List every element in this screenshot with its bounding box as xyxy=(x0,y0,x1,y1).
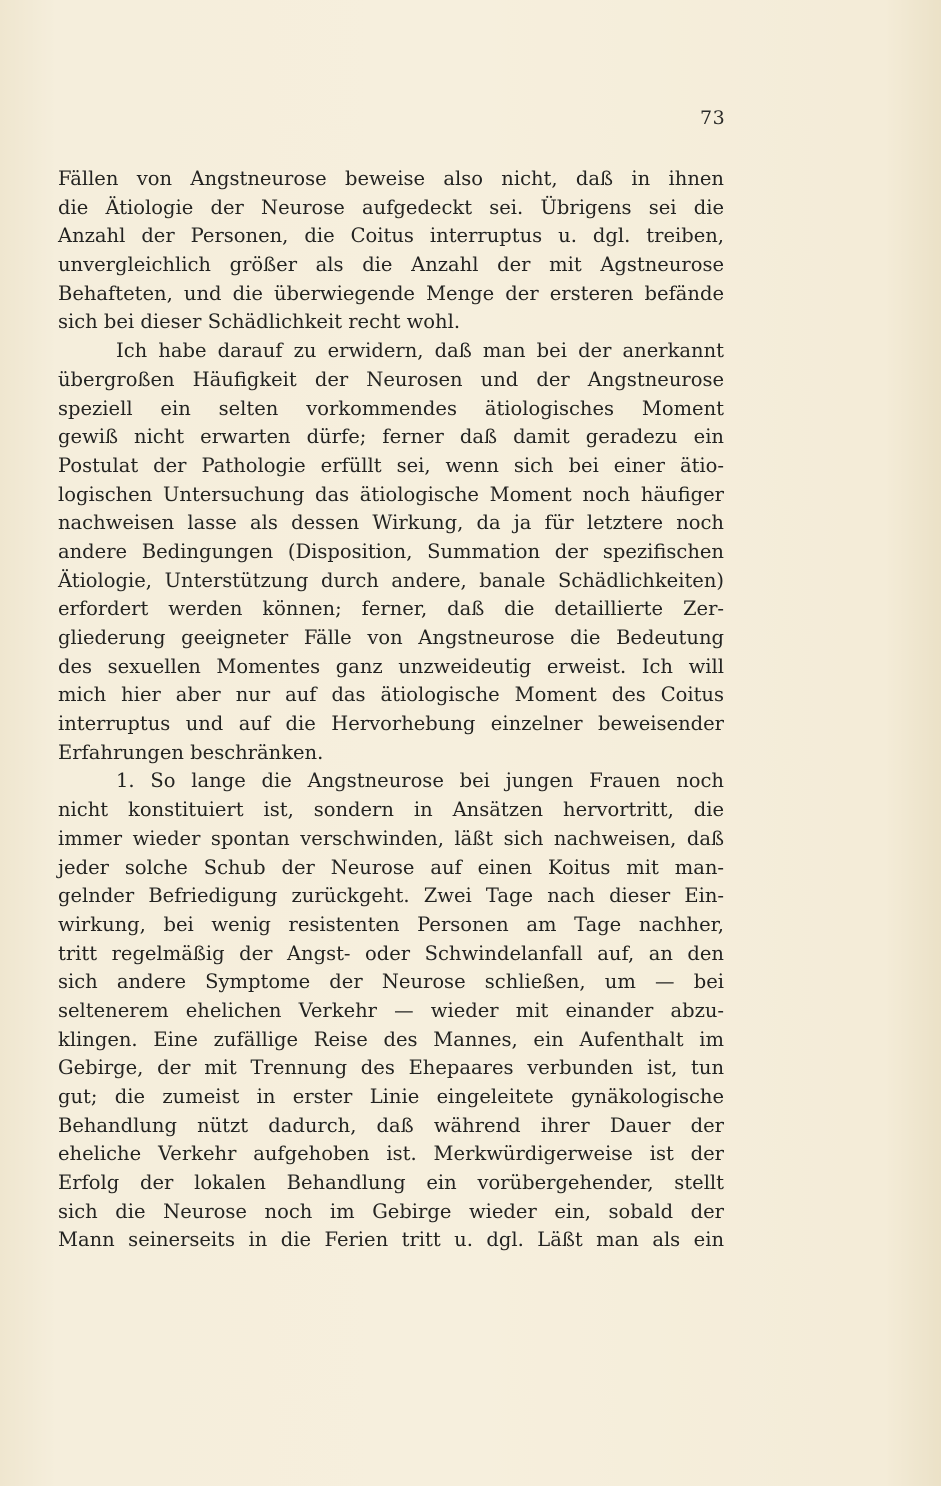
text-line: mich hier aber nur auf das ätiologische Moment des Coitus xyxy=(58,683,724,707)
text-line: des sexuellen Momentes ganz unzweideutig erweist. Ich will xyxy=(58,654,724,678)
text-line: nicht konstituiert ist, sondern in Ansätzen hervortritt, die xyxy=(58,798,724,822)
text-line: tritt regelmäßig der Angst- oder Schwindelanfall auf, an den xyxy=(58,941,724,965)
text-line: übergroßen Häufigkeit der Neurosen und der Angstneurose xyxy=(58,367,724,391)
text-line: nachweisen lasse als dessen Wirkung, da ja für letztere noch xyxy=(58,511,724,535)
text-line: gliederung geeigneter Fälle von Angstneurose die Bedeutung xyxy=(58,626,724,649)
text-line: Gebirge, der mit Trennung des Ehepaares verbunden ist, tun xyxy=(58,1056,724,1080)
text-line: interruptus und auf die Hervorhebung einzelner beweisender xyxy=(58,712,724,736)
text-line: jeder solche Schub der Neurose auf einen Koitus mit man- xyxy=(58,855,724,879)
text-line: Ich habe darauf zu erwidern, daß man bei der anerkannt xyxy=(116,339,724,363)
text-line: eheliche Verkehr aufgehoben ist. Merkwürdigerweise ist der xyxy=(58,1142,724,1166)
text-line: 1. So lange die Angstneurose bei jungen Frauen noch xyxy=(116,769,724,793)
text-line: Erfolg der lokalen Behandlung ein vorübergehender, stellt xyxy=(58,1171,724,1195)
text-line: gelnder Befriedigung zurückgeht. Zwei Tage nach dieser Ein- xyxy=(58,884,724,908)
text-line: Postulat der Pathologie erfüllt sei, wenn sich bei einer ätio- xyxy=(58,453,724,477)
text-line: Behandlung nützt dadurch, daß während ihrer Dauer der xyxy=(58,1113,724,1137)
text-line: andere Bedingungen (Disposition, Summation der spezifischen xyxy=(58,539,724,563)
text-line: sich die Neurose noch im Gebirge wieder ein, sobald der xyxy=(58,1199,724,1223)
body-text xyxy=(58,165,724,1255)
text-line: sich andere Symptome der Neurose schließen, um — bei xyxy=(58,970,724,994)
text-line: gewiß nicht erwarten dürfe; ferner daß damit geradezu ein xyxy=(58,425,724,449)
text-line: die Ätiologie der Neurose aufgedeckt sei. Übrigens sei die xyxy=(58,195,724,219)
text-line: Erfahrungen beschränken. xyxy=(58,740,324,764)
text-line: logischen Untersuchung das ätiologische Moment noch häufiger xyxy=(58,482,724,506)
text-line: seltenerem ehelichen Verkehr — wieder mit einander abzu- xyxy=(58,998,724,1022)
text-line: Ätiologie, Unterstützung durch andere, banale Schädlichkeiten) xyxy=(58,568,724,592)
text-line: speziell ein selten vorkommendes ätiologisches Moment xyxy=(58,396,724,420)
text-line: Anzahl der Personen, die Coitus interruptus u. dgl. treiben, xyxy=(58,224,724,248)
text-line: immer wieder spontan verschwinden, läßt sich nachweisen, daß xyxy=(58,826,724,850)
text-line: erfordert werden können; ferner, daß die detaillierte Zer- xyxy=(58,597,724,621)
text-line: klingen. Eine zufällige Reise des Mannes, ein Aufenthalt im xyxy=(58,1027,724,1051)
text-line: unvergleichlich größer als die Anzahl der mit Agstneurose xyxy=(58,253,724,277)
page-number: 73 xyxy=(700,107,726,129)
text-line: sich bei dieser Schädlichkeit recht wohl. xyxy=(58,310,461,334)
text-line: wirkung, bei wenig resistenten Personen am Tage nachher, xyxy=(58,912,724,936)
text-line: gut; die zumeist in erster Linie eingeleitete gynäkologische xyxy=(58,1085,724,1108)
text-line: Fällen von Angstneurose beweise also nicht, daß in ihnen xyxy=(58,167,724,190)
text-line: Behafteten, und die überwiegende Menge der ersteren befände xyxy=(58,281,724,305)
text-line: Mann seinerseits in die Ferien tritt u. dgl. Läßt man als ein xyxy=(58,1228,724,1252)
